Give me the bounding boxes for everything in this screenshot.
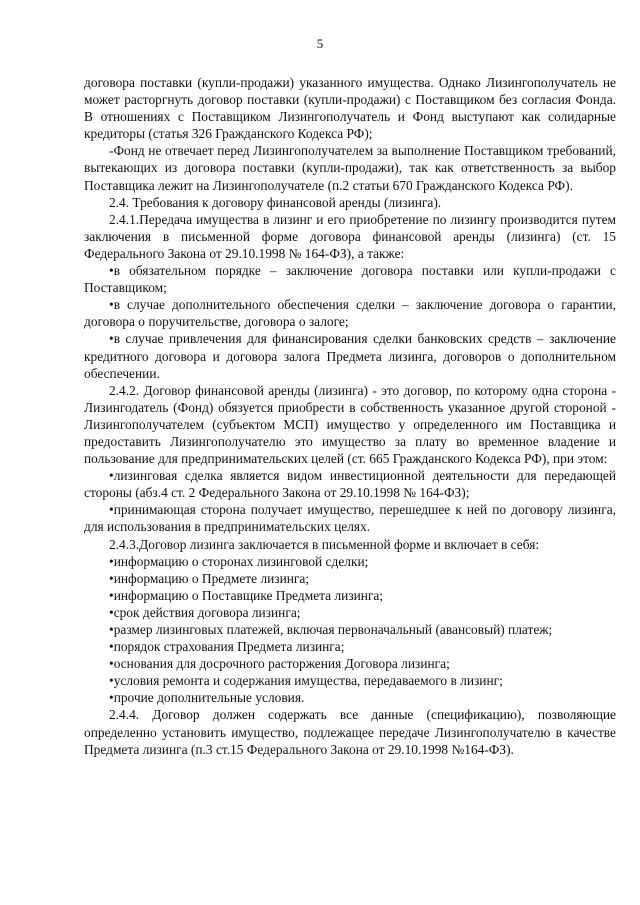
paragraph-2-4-4: 2.4.4. Договор должен содержать все данные (спецификацию), позволяющие определенно установить имущество, подлежащее передаче Лизингополучателю в качестве Предмета лизинга (п.3 ст.15 Федерального Закона от 29.10.1998 №164-ФЗ). <box>84 707 616 757</box>
paragraph-1: договора поставки (купли-продажи) указанного имущества. Однако Лизингополучатель не может расторгнуть договор поставки (купли-продажи) с Поставщиком без согласия Фонда. В отношениях с Поставщиком Лизингополучатель и Фонд выступают как солидарные кредиторы (статья 326 Гражданского Кодекса РФ); <box>84 75 616 142</box>
paragraph-2: -Фонд не отвечает перед Лизингополучателем за выполнение Поставщиком требований, вытекающих из договора поставки (купли-продажи), так как ответственность за выбор Поставщика лежит на Лизингополучателе (п.2 статьи 670 Гражданского Кодекса РФ). <box>84 143 616 193</box>
bullet-item: •порядок страхования Предмета лизинга; <box>109 639 345 655</box>
bullet-item: •информацию о Предмете лизинга; <box>109 570 310 586</box>
bullet-item: •принимающая сторона получает имущество, перешедшее к ней по договору лизинга, для использования в предпринимательских целях. <box>84 502 616 535</box>
bullet-item: •в случае привлечения для финансирования сделки банковских средств – заключение кредитного договора и договора залога Предмета лизинга, договоров о дополнительном обеспечении. <box>84 331 616 381</box>
bullet-item: •лизинговая сделка является видом инвестиционной деятельности для передающей стороны (абз.4 ст. 2 Федерального Закона от 29.10.1998 № 164-ФЗ); <box>84 468 616 501</box>
document-body <box>84 74 616 758</box>
bullet-item: •информацию о Поставщике Предмета лизинга; <box>109 587 384 603</box>
bullet-item: •прочие дополнительные условия. <box>109 690 305 706</box>
paragraph-2-4-3: 2.4.3.Договор лизинга заключается в письменной форме и включает в себя: <box>109 536 540 552</box>
bullet-item: •в случае дополнительного обеспечения сделки – заключение договора о гарантии, договора о поручительстве, договора о залоге; <box>84 297 616 330</box>
bullet-item: •условия ремонта и содержания имущества, передаваемого в лизинг; <box>109 673 503 689</box>
paragraph-2-4-1: 2.4.1.Передача имущества в лизинг и его приобретение по лизингу производится путем заключения в письменной форме договора финансовой аренды (лизинга) (ст. 15 Федерального Закона от 29.10.1998 № 164-ФЗ), а также: <box>84 211 616 261</box>
bullet-item: •размер лизинговых платежей, включая первоначальный (авансовый) платеж; <box>109 622 553 637</box>
bullet-item: •срок действия договора лизинга; <box>109 604 301 620</box>
bullet-item: •в обязательном порядке – заключение договора поставки или купли-продажи с Поставщиком; <box>84 263 616 296</box>
bullet-item: •основания для досрочного расторжения Договора лизинга; <box>109 656 450 672</box>
bullet-item: •информацию о сторонах лизинговой сделки; <box>109 553 369 569</box>
paragraph-2-4-2: 2.4.2. Договор финансовой аренды (лизинга) - это договор, по которому одна сторона - Лизингодатель (Фонд) обязуется приобрести в собственность указанное другой стороной - Лизингополучателем (субъектом МСП) имущество у определенного им Поставщика и предоставить Лизингополучателю это имущество за плату во временное владение и пользование для предпринимательских целей (ст. 665 Гражданского Кодекса РФ), при этом: <box>84 382 616 467</box>
page-number: 5 <box>316 36 324 51</box>
section-heading-2-4: 2.4. Требования к договору финансовой аренды (лизинга). <box>109 194 442 210</box>
